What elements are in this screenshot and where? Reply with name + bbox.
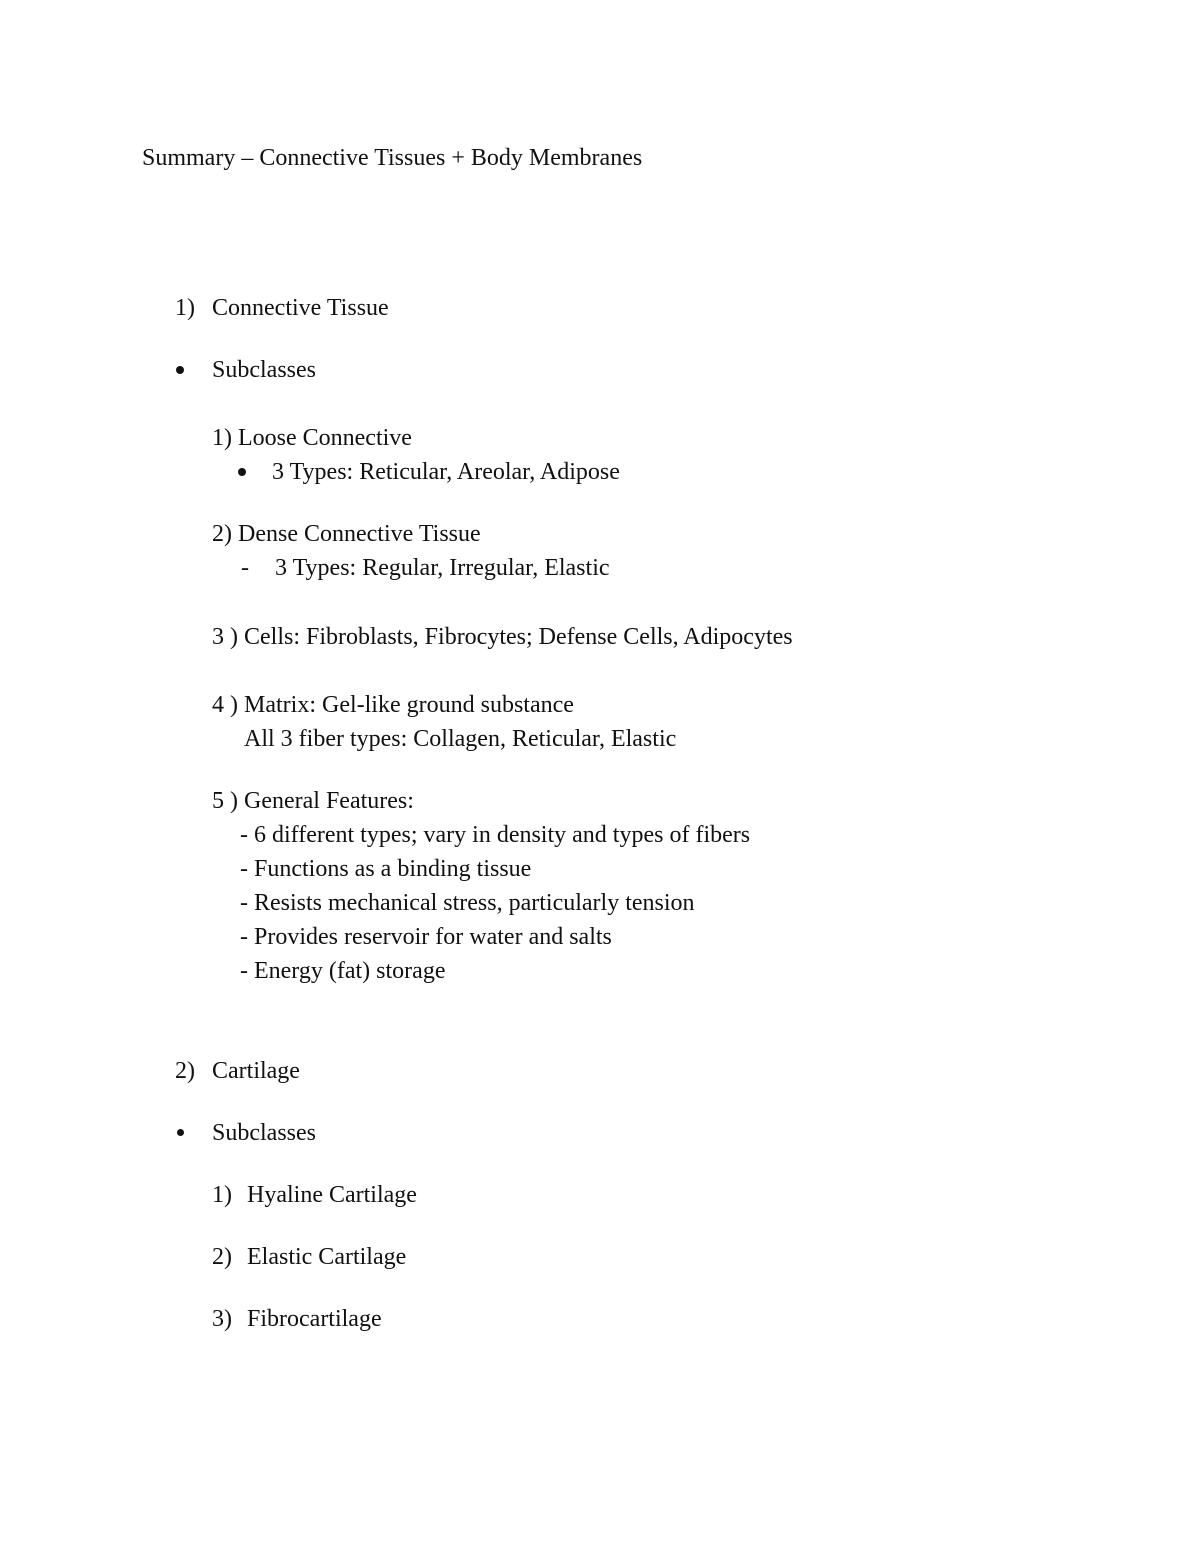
cells-line: 3 ) Cells: Fibroblasts, Fibrocytes; Defense Cells, Adipocytes [212, 624, 793, 650]
cartilage-item-label: Hyaline Cartilage [247, 1182, 417, 1208]
loose-connective-types: 3 Types: Reticular, Areolar, Adipose [272, 459, 620, 485]
matrix-label: 4 ) Matrix: Gel-like ground substance [212, 692, 574, 718]
cartilage-item-number: 1) [212, 1182, 232, 1208]
general-features-label: 5 ) General Features: [212, 788, 414, 814]
general-feature-item: - Energy (fat) storage [240, 958, 446, 984]
section-1-subclasses-label: Subclasses [212, 357, 316, 383]
bullet-icon [177, 1129, 184, 1136]
section-2-subclasses-label: Subclasses [212, 1120, 316, 1146]
section-2-number: 2) [175, 1058, 195, 1084]
cartilage-item-label: Fibrocartilage [247, 1306, 382, 1332]
matrix-fibers: All 3 fiber types: Collagen, Reticular, Elastic [244, 726, 677, 752]
section-2-heading: Cartilage [212, 1058, 300, 1084]
general-feature-item: - 6 different types; vary in density and types of fibers [240, 822, 751, 848]
loose-connective-label: 1) Loose Connective [212, 425, 412, 451]
bullet-icon [238, 468, 246, 476]
section-1-number: 1) [175, 295, 195, 321]
cartilage-item-number: 2) [212, 1244, 232, 1270]
dense-connective-label: 2) Dense Connective Tissue [212, 521, 481, 547]
general-feature-item: - Resists mechanical stress, particularly tension [240, 890, 695, 916]
dense-connective-types: 3 Types: Regular, Irregular, Elastic [275, 555, 610, 581]
document-title: Summary – Connective Tissues + Body Membranes [142, 145, 643, 171]
section-1-heading: Connective Tissue [212, 295, 389, 321]
cartilage-item-number: 3) [212, 1306, 232, 1332]
general-feature-item: - Provides reservoir for water and salts [240, 924, 612, 950]
dash-marker: - [241, 555, 249, 581]
general-feature-item: - Functions as a binding tissue [240, 856, 532, 882]
bullet-icon [176, 366, 184, 374]
cartilage-item-label: Elastic Cartilage [247, 1244, 407, 1270]
